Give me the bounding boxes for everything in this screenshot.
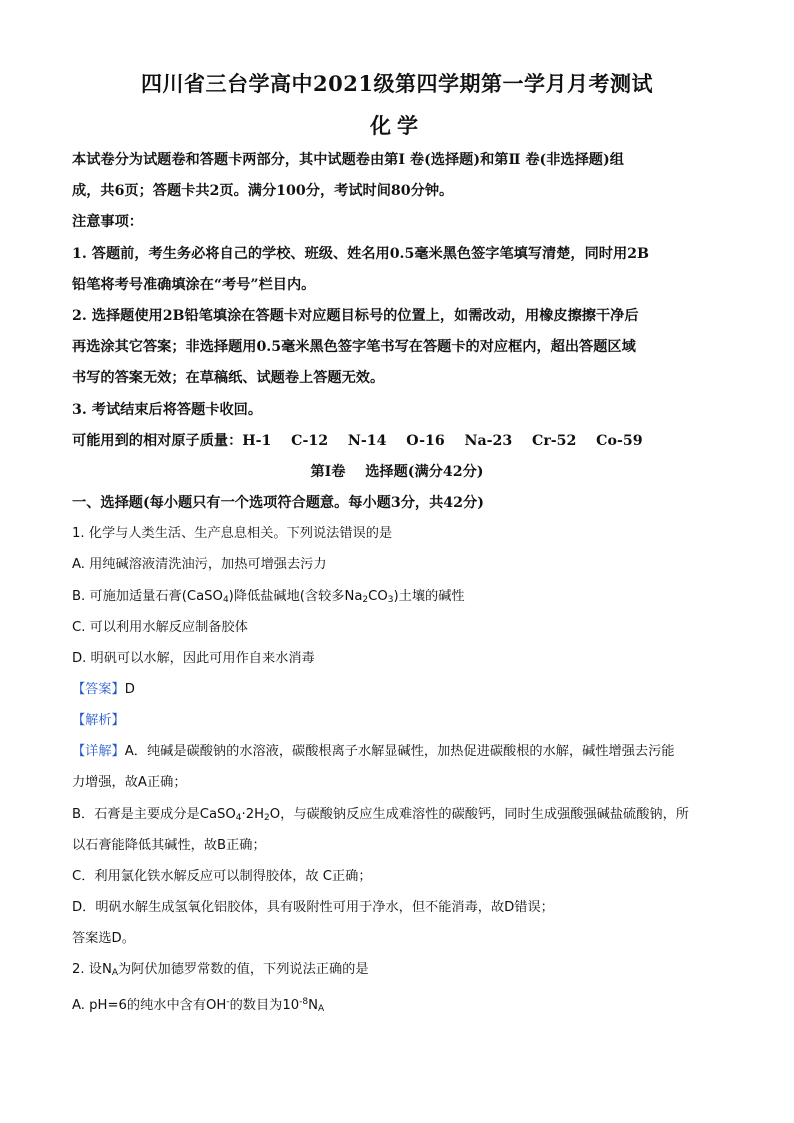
section-heading: 第Ⅰ卷 选择题(满分42分) xyxy=(310,464,484,480)
note-2-line-1: 2. 选择题使用2B铅笔填涂在答题卡对应题目标号的位置上，如需改动，用橡皮擦擦干净后 xyxy=(72,308,639,324)
detail-a-line-1: 【详解】A．纯碱是碳酸钠的水溶液，碳酸根离子水解显碱性，加热促进碳酸根的水解，碱性增强去污能 xyxy=(72,744,675,759)
detail-tag: 【详解】 xyxy=(72,744,125,759)
conclusion: 答案选D。 xyxy=(72,931,135,946)
analysis-tag: 【解析】 xyxy=(72,713,125,728)
detail-d: D．明矾水解生成氢氧化铝胶体，具有吸附性可用于净水，但不能消毒，故D错误； xyxy=(72,900,554,915)
note-1-line-2: 铅笔将考号准确填涂在“考号”栏目内。 xyxy=(72,277,316,293)
notes-heading: 注意事项： xyxy=(72,214,143,230)
detail-a-line-2: 力增强，故A正确； xyxy=(72,775,187,790)
detail-b-line-1: B．石膏是主要成分是$CaSO_4\cdot 2H_2O$，与碳酸钠反应生成难溶性的碳酸钙，同时生成强酸强碱盐硫酸钠，所 xyxy=(72,807,689,823)
note-1-line-1: 1. 答题前，考生务必将自己的学校、班级、姓名用0.5毫米黑色签字笔填写清楚，同时用2B xyxy=(72,246,650,262)
part-heading: 一、选择题(每小题只有一个选项符合题意。每小题3分，共42分) xyxy=(72,495,484,511)
note-2-line-3: 书写的答案无效；在草稿纸、试题卷上答题无效。 xyxy=(72,370,385,386)
question-1-option-c: C. 可以利用水解反应制备胶体 xyxy=(72,620,248,635)
question-1-option-a: A. 用纯碱溶液清洗油污，加热可增强去污力 xyxy=(72,557,327,572)
question-2-stem: 2. 设$N_A$为阿伏加德罗常数的值，下列说法正确的是 xyxy=(72,962,369,978)
answer-line xyxy=(72,680,732,700)
intro-line-1: 本试卷分为试题卷和答题卡两部分，其中试题卷由第Ⅰ 卷(选择题)和第Ⅱ 卷(非选择题)组 xyxy=(72,152,624,168)
note-2-line-2: 再选涂其它答案；非选择题用0.5毫米黑色签字笔书写在答题卡的对应框内，超出答题区域 xyxy=(72,339,636,355)
answer-tag: 【答案】 xyxy=(72,682,125,697)
question-1-option-d: D. 明矾可以水解，因此可用作自来水消毒 xyxy=(72,651,315,666)
atomic-masses: 可能用到的相对原子质量：H-1 C-12 N-14 O-16 Na-23 Cr-52 Co-59 xyxy=(72,433,643,449)
analysis-line xyxy=(72,711,732,731)
answer-value: D xyxy=(124,682,135,697)
intro-line-2: 成，共6页；答题卡共2页。满分100分，考试时间80分钟。 xyxy=(72,183,454,199)
question-1-stem: 1. 化学与人类生活、生产息息相关。下列说法错误的是 xyxy=(72,526,393,541)
detail-b-line-2: 以石膏能降低其碱性，故B正确； xyxy=(72,838,266,853)
note-3: 3. 考试结束后将答题卡收回。 xyxy=(72,402,263,418)
exam-title: 四川省三台学高中2021级第四学期第一学月月考测试 xyxy=(141,71,653,96)
detail-c: C．利用氯化铁水解反应可以制得胶体，故 C正确； xyxy=(72,869,372,884)
question-2-option-a: A. pH=6的纯水中含有OH-的数目为$10^{-8}N_A$ xyxy=(72,997,325,1014)
subject-title: 化学 xyxy=(370,113,424,138)
question-1-option-b: B. 可施加适量石膏(CaSO$_4$)降低盐碱地(含较多$Na_2CO_3$)土壤的碱性 xyxy=(72,589,465,605)
